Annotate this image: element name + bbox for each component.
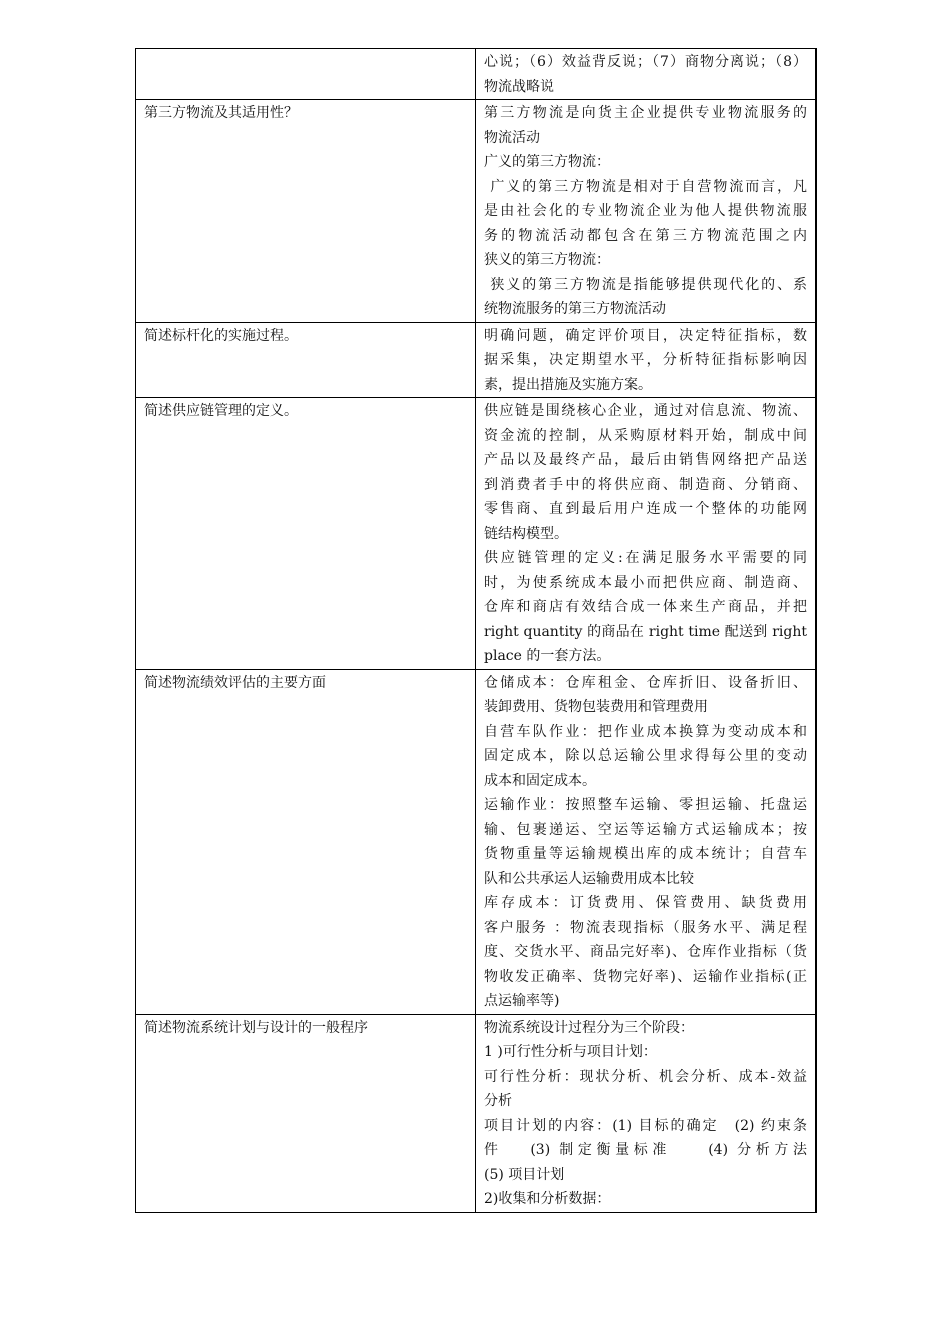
answer-line: 零售商、直到最后用户连成一个整体的功能网 — [484, 501, 807, 517]
answer-line: 明确问题，确定评价项目，决定特征指标，数 — [484, 327, 807, 344]
answer-line: 供应链是围绕核心企业，通过对信息流、物流、 — [484, 403, 807, 419]
answer-line: 库存成本：订货费用、保管费用、缺货费用 — [484, 895, 807, 911]
answer-line: (5) 项目计划 — [484, 1166, 565, 1183]
answer-line: 物流系统设计过程分为三个阶段： — [484, 1019, 694, 1036]
table-row — [136, 100, 817, 323]
answer-line: 时，为使系统成本最小而把供应商、制造商、 — [484, 574, 807, 591]
question-cell: 简述物流系统计划与设计的一般程序 — [136, 1014, 476, 1212]
answer-line: 可行性分析：现状分析、机会分析、成本-效益 — [484, 1068, 807, 1085]
question-cell: 简述物流绩效评估的主要方面 — [136, 669, 476, 1014]
answer-line: 项目计划的内容：(1) 目标的确定 (2) 约束条 — [484, 1117, 807, 1134]
question-cell: 简述供应链管理的定义。 — [136, 398, 476, 670]
answer-cell — [476, 1014, 817, 1212]
answer-line: 货物重量等运输规模出库的成本统计；自营车 — [484, 846, 807, 862]
answer-cell — [476, 49, 817, 100]
answer-cell — [476, 398, 817, 670]
answer-line: 链结构模型。 — [484, 525, 568, 542]
question-cell: 第三方物流及其适用性？ — [136, 100, 476, 323]
answer-line: 心说；（6）效益背反说；（7）商物分离说；（8） — [484, 54, 807, 70]
answer-line: 度、交货水平、商品完好率)、仓库作业指标（货 — [484, 944, 807, 960]
answer-cell — [476, 322, 817, 398]
answer-line: 仓储成本：仓库租金、仓库折旧、设备折旧、 — [484, 674, 807, 691]
question-cell: 简述标杆化的实施过程。 — [136, 322, 476, 398]
answer-line: 输、包裹递运、空运等运输方式运输成本；按 — [484, 821, 807, 838]
answer-line: 成本和固定成本。 — [484, 772, 596, 789]
table-row — [136, 322, 817, 398]
answer-line: right quantity 的商品在 right time 配送到 right — [484, 623, 807, 640]
answer-line: 运输作业：按照整车运输、零担运输、托盘运 — [484, 797, 807, 813]
answer-line: 物收发正确率、货物完好率)、运输作业指标(正 — [484, 968, 807, 985]
answer-line: 务的物流活动都包含在第三方物流范围之内 — [484, 227, 807, 244]
answer-line: 狭义的第三方物流是指能够提供现代化的、系 — [484, 276, 808, 293]
table-row — [136, 669, 817, 1014]
answer-line: 资金流的控制，从采购原材料开始，制成中间 — [484, 427, 807, 444]
answer-line: 第三方物流是向货主企业提供专业物流服务的 — [484, 105, 807, 121]
answer-line: 1 )可行性分析与项目计划： — [484, 1044, 657, 1060]
qa-table-body — [136, 49, 817, 1213]
answer-line: 统物流服务的第三方物流活动 — [484, 301, 666, 317]
answer-line: 装卸费用、货物包装费用和管理费用 — [484, 699, 708, 715]
answer-line: 自营车队作业：把作业成本换算为变动成本和 — [484, 723, 807, 740]
answer-line: 客户服务 ：物流表现指标（服务水平、满足程 — [484, 919, 807, 936]
answer-line: 广义的第三方物流： — [484, 154, 610, 170]
answer-line: 件 (3) 制定衡量标准 (4) 分析方法 — [484, 1142, 807, 1158]
answer-cell — [476, 100, 817, 323]
question-cell — [136, 49, 476, 100]
answer-line: 狭义的第三方物流： — [484, 252, 610, 268]
answer-line: 据采集，决定期望水平，分析特征指标影响因 — [484, 352, 807, 368]
answer-line: 产品以及最终产品，最后由销售网络把产品送 — [484, 452, 807, 468]
table-row — [136, 398, 817, 670]
answer-line: 2)收集和分析数据： — [484, 1191, 611, 1207]
answer-line: place 的一套方法。 — [484, 648, 611, 664]
qa-table — [135, 48, 817, 1213]
answer-line: 是由社会化的专业物流企业为他人提供物流服 — [484, 203, 807, 219]
answer-line: 仓库和商店有效结合成一体来生产商品，并把 — [484, 599, 807, 615]
answer-line: 广义的第三方物流是相对于自营物流而言，凡 — [484, 178, 808, 195]
answer-line: 分析 — [484, 1093, 512, 1109]
answer-line: 物流活动 — [484, 129, 540, 146]
answer-line: 供应链管理的定义:在满足服务水平需要的同 — [484, 550, 807, 566]
answer-line: 点运输率等) — [484, 993, 560, 1009]
answer-line: 到消费者手中的将供应商、制造商、分销商、 — [484, 476, 807, 493]
table-row — [136, 1014, 817, 1212]
answer-line: 队和公共承运人运输费用成本比较 — [484, 870, 694, 887]
answer-line: 素，提出措施及实施方案。 — [484, 376, 652, 393]
answer-line: 物流战略说 — [484, 78, 554, 95]
table-row — [136, 49, 817, 100]
answer-line: 固定成本，除以总运输公里求得每公里的变动 — [484, 748, 807, 764]
answer-cell — [476, 669, 817, 1014]
